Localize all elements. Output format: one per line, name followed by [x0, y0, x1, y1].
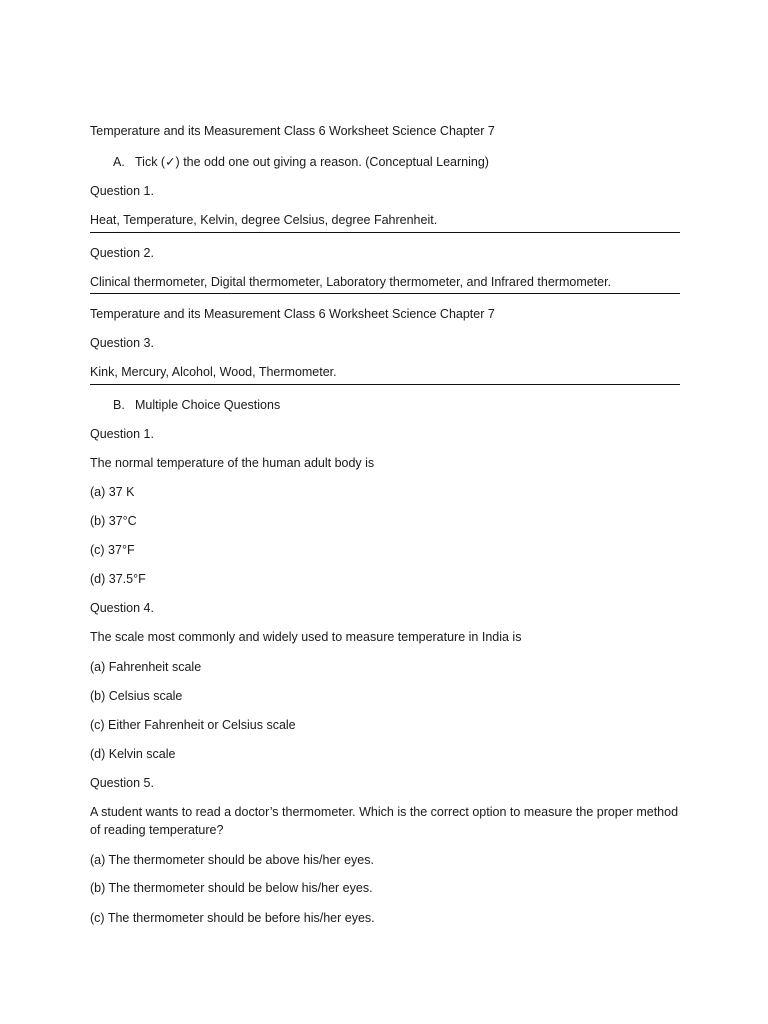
section-b-q1-label: Question 1. — [90, 427, 154, 441]
option-item: (a) The thermometer should be above his/her eyes. — [90, 853, 374, 867]
section-a-q3-text: Kink, Mercury, Alcohol, Wood, Thermometer. — [90, 365, 337, 379]
option-item: (b) Celsius scale — [90, 689, 183, 703]
section-b-q5-label: Question 5. — [90, 776, 154, 790]
section-a-heading — [113, 153, 489, 171]
option-item: (a) 37 K — [90, 485, 135, 499]
option-item: (d) Kelvin scale — [90, 747, 176, 761]
answer-line — [90, 384, 680, 385]
section-a-heading-text: Tick (✓) the odd one out giving a reason. (Conceptual Learning) — [135, 155, 489, 169]
option-item: (c) The thermometer should be before his/her eyes. — [90, 911, 375, 925]
section-b-marker: B. — [113, 398, 125, 412]
section-b-q1-text: The normal temperature of the human adult body is — [90, 456, 375, 470]
worksheet-page — [90, 0, 680, 1024]
option-item: (b) The thermometer should be below his/her eyes. — [90, 881, 373, 895]
answer-line — [90, 293, 680, 294]
section-a-q2-label: Question 2. — [90, 246, 154, 260]
option-item: (c) 37°F — [90, 543, 135, 557]
section-b-q4-label: Question 4. — [90, 601, 154, 615]
section-a-q1-label: Question 1. — [90, 184, 154, 198]
answer-line — [90, 232, 680, 233]
option-item: (c) Either Fahrenheit or Celsius scale — [90, 718, 296, 732]
section-a-q2-text: Clinical thermometer, Digital thermometer, Laboratory thermometer, and Infrared thermometer. — [90, 275, 612, 289]
worksheet-title: Temperature and its Measurement Class 6 Worksheet Science Chapter 7 — [90, 124, 495, 138]
option-item: (d) 37.5°F — [90, 572, 146, 586]
section-b-heading-text: Multiple Choice Questions — [135, 398, 281, 412]
repeat-title: Temperature and its Measurement Class 6 Worksheet Science Chapter 7 — [90, 307, 495, 321]
section-b-q5-text: A student wants to read a doctor’s thermometer. Which is the correct option to measure the proper method of reading temperature? — [90, 805, 679, 837]
section-b-q4-text: The scale most commonly and widely used to measure temperature in India is — [90, 630, 522, 644]
section-b-heading — [113, 396, 280, 414]
section-a-q3-label: Question 3. — [90, 336, 154, 350]
option-item: (b) 37°C — [90, 514, 137, 528]
section-a-marker: A. — [113, 155, 125, 169]
option-item: (a) Fahrenheit scale — [90, 660, 202, 674]
section-a-q1-text: Heat, Temperature, Kelvin, degree Celsius, degree Fahrenheit. — [90, 213, 438, 227]
